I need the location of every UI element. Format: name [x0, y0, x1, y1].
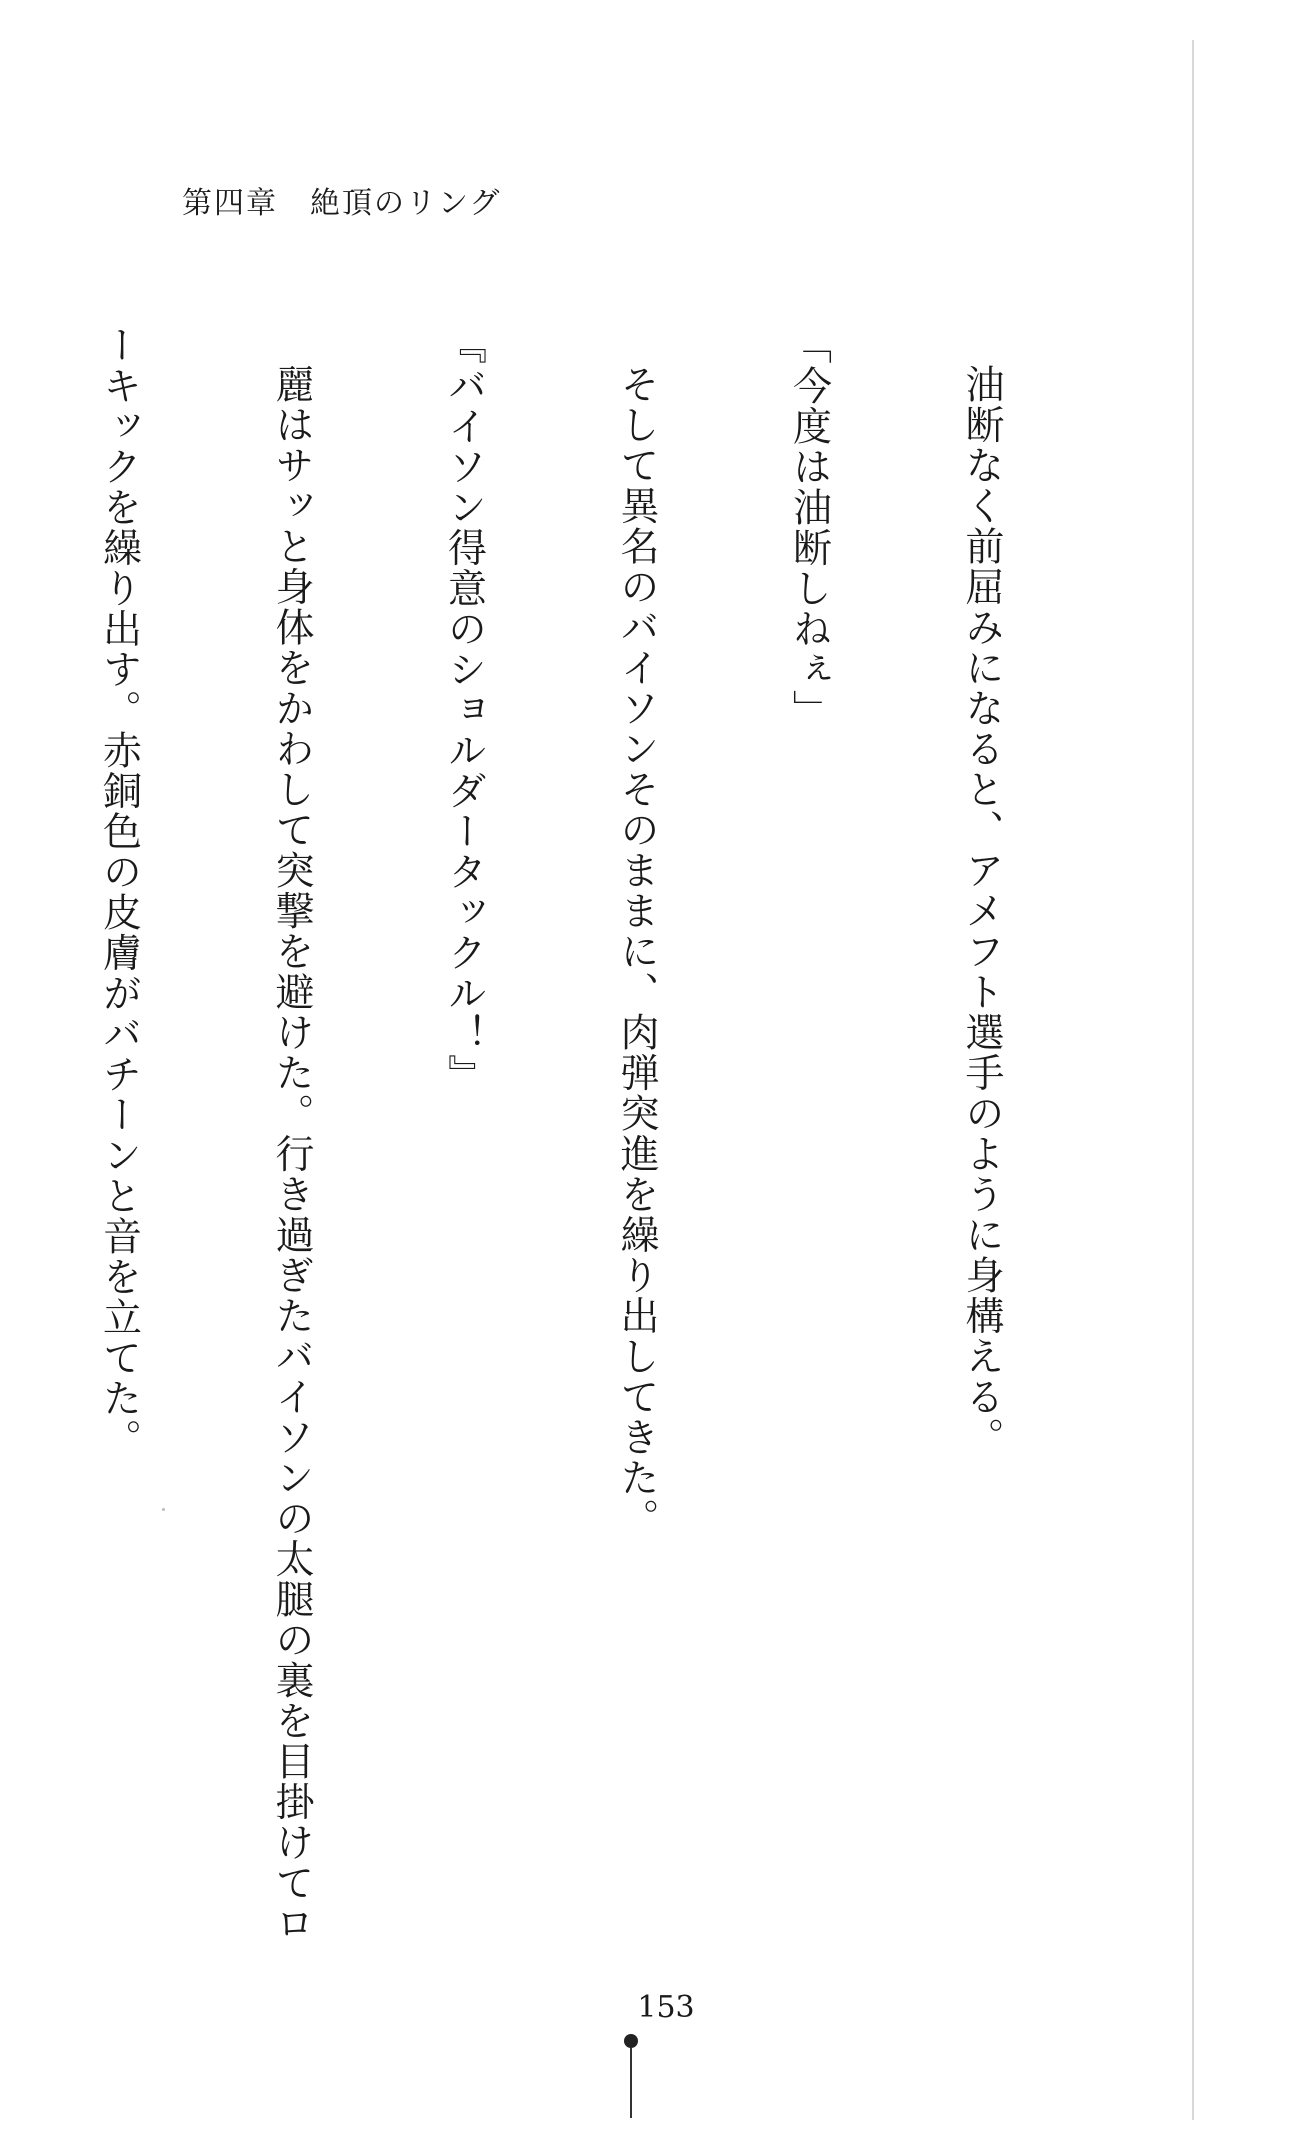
- scan-speck: [162, 1508, 165, 1511]
- text-line: 「今度は油断しねぇ」: [786, 325, 832, 730]
- text-line: 『バイソン得意のショルダータックル！』: [441, 325, 487, 1095]
- page-marker-line: [630, 2048, 632, 2118]
- page-edge-line: [1192, 40, 1194, 2120]
- body-text: [96, 325, 1125, 1944]
- chapter-title: 第四章 絶頂のリング: [182, 186, 502, 221]
- text-line: 油断なく前屈みになると、アメフト選手のように身構える。: [959, 364, 1004, 1458]
- text-line: 麗はサッと身体をかわして突撃を避けた。行き過ぎたバイソンの太腿の裏を目掛けてロ: [269, 364, 314, 1944]
- text-line: そして異名のバイソンそのままに、肉弾突進を繰り出してきた。: [614, 364, 659, 1539]
- page-number: 153: [637, 1990, 695, 2025]
- page-marker-dot: [624, 2034, 638, 2048]
- text-line: ーキックを繰り出す。赤銅色の皮膚がバチーンと音を立てた。: [96, 325, 142, 1459]
